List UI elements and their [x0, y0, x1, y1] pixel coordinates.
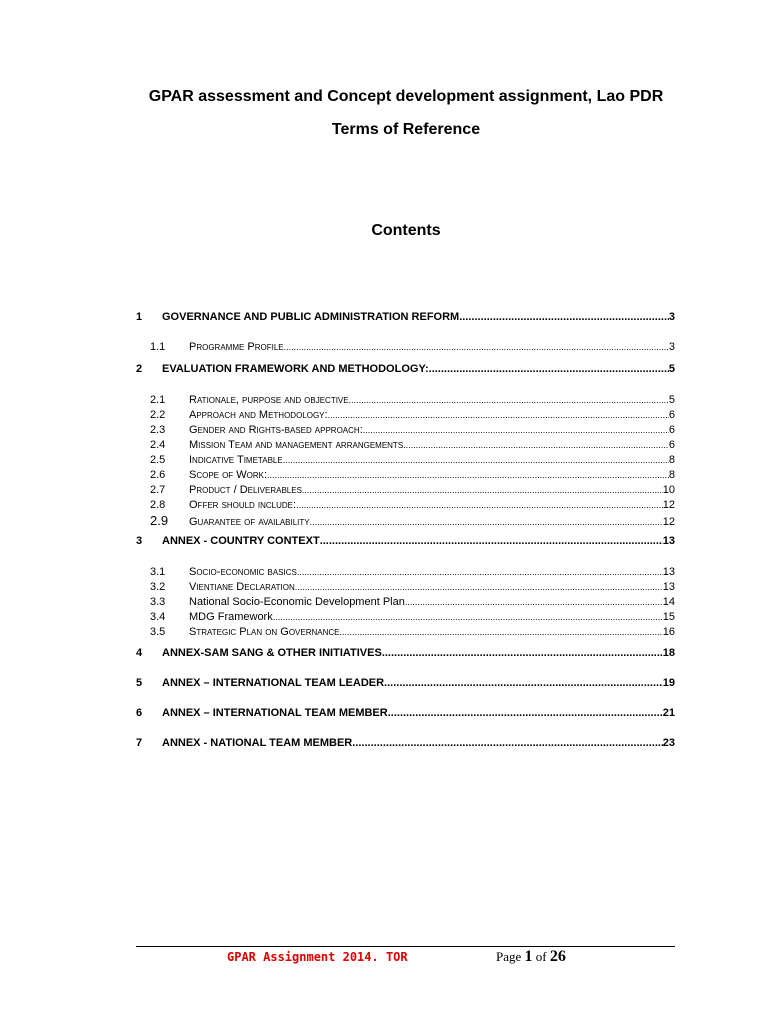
toc-entry[interactable] [136, 535, 675, 551]
toc-page: 6 [668, 409, 675, 421]
toc-page: 10 [662, 484, 675, 496]
toc-label: Programme Profile [189, 341, 284, 353]
toc-label: Socio-economic basics [189, 566, 297, 578]
footer-document-label: GPAR Assignment 2014. TOR [227, 950, 408, 964]
toc-label: Approach and Methodology: [189, 409, 328, 421]
toc-number: 2.6 [150, 469, 166, 481]
current-page: 1 [524, 948, 533, 965]
toc-leader [459, 311, 669, 323]
toc-page: 18 [662, 647, 675, 659]
toc-number: 3.4 [150, 611, 166, 623]
toc-number: 2.5 [150, 454, 166, 466]
of-word: of [535, 949, 547, 964]
toc-number: 2.2 [150, 409, 166, 421]
toc-entry[interactable] [136, 394, 675, 410]
toc-leader [267, 470, 669, 480]
toc-entry[interactable] [136, 677, 675, 693]
toc-label: National Socio-Economic Development Plan [189, 596, 405, 608]
toc-label: Offer should include: [189, 499, 297, 511]
toc-label: MDG Framework [189, 611, 273, 623]
toc-number: 3.1 [150, 566, 166, 578]
page-word: Page [496, 949, 522, 964]
toc-number: 2.3 [150, 424, 166, 436]
toc-entry[interactable] [136, 454, 675, 470]
toc-page: 8 [668, 469, 675, 481]
contents-heading: Contents [371, 222, 441, 239]
footer-page-number [496, 948, 566, 966]
toc-leader [340, 627, 663, 637]
toc-number: 1 [136, 311, 143, 323]
toc-entry[interactable] [136, 424, 675, 440]
toc-number: 3 [136, 535, 143, 547]
toc-number: 2.8 [150, 499, 166, 511]
toc-page: 16 [662, 626, 675, 638]
toc-page: 5 [668, 363, 675, 375]
toc-entry[interactable] [136, 581, 675, 597]
toc-page: 12 [662, 499, 675, 511]
toc-leader [297, 567, 663, 577]
toc-number: 2.4 [150, 439, 166, 451]
document-subtitle: Terms of Reference [331, 121, 481, 138]
toc-number: 2.9 [150, 513, 169, 528]
toc-page: 19 [662, 677, 675, 689]
toc-label: Gender and Rights-based approach: [189, 424, 363, 436]
footer-divider [136, 946, 675, 947]
toc-entry[interactable] [136, 409, 675, 425]
toc-number: 3.2 [150, 581, 166, 593]
toc-number: 3.5 [150, 626, 166, 638]
toc-page: 15 [662, 611, 675, 623]
toc-entry[interactable] [136, 566, 675, 582]
toc-entry[interactable] [136, 707, 675, 723]
toc-number: 2.7 [150, 484, 166, 496]
toc-leader [310, 517, 663, 527]
toc-page: 23 [662, 737, 675, 749]
toc-entry[interactable] [136, 341, 675, 357]
toc-label: Rationale, purpose and objective [189, 394, 349, 406]
toc-label: Vientiane Declaration [189, 581, 295, 593]
toc-leader [388, 707, 663, 719]
toc-label: EVALUATION FRAMEWORK AND METHODOLOGY: [162, 363, 429, 375]
toc-label: ANNEX-SAM SANG & OTHER INITIATIVES [162, 647, 382, 659]
toc-page: 3 [668, 341, 675, 353]
toc-label: Product / Deliverables [189, 484, 302, 496]
toc-label: ANNEX – INTERNATIONAL TEAM MEMBER [162, 707, 388, 719]
toc-page: 14 [662, 596, 675, 608]
toc-entry[interactable] [136, 647, 675, 663]
toc-entry[interactable] [136, 439, 675, 455]
toc-page: 5 [668, 394, 675, 406]
toc-number: 5 [136, 677, 143, 689]
toc-leader [296, 500, 663, 510]
toc-number: 7 [136, 737, 143, 749]
toc-entry[interactable] [136, 311, 675, 327]
toc-leader [295, 582, 663, 592]
toc-label: Strategic Plan on Governance [189, 626, 340, 638]
toc-leader [284, 342, 669, 352]
toc-entry[interactable] [136, 611, 675, 627]
toc-label: Scope of Work: [189, 469, 268, 481]
toc-leader [382, 647, 663, 659]
toc-label: ANNEX – INTERNATIONAL TEAM LEADER [162, 677, 385, 689]
toc-page: 13 [662, 581, 675, 593]
toc-leader [429, 363, 669, 375]
toc-label: Mission Team and management arrangements [189, 439, 404, 451]
toc-entry[interactable] [136, 596, 675, 612]
toc-page: 21 [662, 707, 675, 719]
toc-entry[interactable] [136, 484, 675, 500]
toc-page: 6 [668, 439, 675, 451]
toc-page: 3 [668, 311, 675, 323]
toc-entry[interactable] [136, 737, 675, 753]
toc-label: Indicative Timetable [189, 454, 283, 466]
toc-label: GOVERNANCE AND PUBLIC ADMINISTRATION REFORM [162, 311, 460, 323]
toc-leader [273, 612, 663, 622]
toc-leader [363, 425, 669, 435]
document-title: GPAR assessment and Concept development assignment, Lao PDR [148, 88, 664, 105]
toc-leader [352, 737, 662, 749]
toc-page: 8 [668, 454, 675, 466]
total-pages: 26 [549, 948, 566, 965]
toc-number: 6 [136, 707, 143, 719]
toc-leader [403, 440, 669, 450]
toc-number: 1.1 [150, 341, 166, 353]
toc-label: ANNEX - NATIONAL TEAM MEMBER [162, 737, 353, 749]
toc-page: 6 [668, 424, 675, 436]
toc-label: ANNEX - COUNTRY CONTEXT [162, 535, 320, 547]
toc-leader [349, 395, 669, 405]
toc-number: 3.3 [150, 596, 166, 608]
toc-label: Guarantee of availability [189, 516, 310, 528]
toc-leader [384, 677, 663, 689]
toc-leader [302, 485, 663, 495]
toc-number: 4 [136, 647, 143, 659]
toc-entry[interactable] [136, 469, 675, 485]
toc-entry[interactable] [136, 626, 675, 642]
toc-page: 13 [662, 566, 675, 578]
toc-entry[interactable] [136, 363, 675, 379]
toc-leader [405, 597, 663, 607]
toc-leader [320, 535, 663, 547]
toc-entry[interactable] [136, 513, 675, 529]
toc-number: 2 [136, 363, 143, 375]
toc-number: 2.1 [150, 394, 166, 406]
toc-leader [283, 455, 669, 465]
toc-leader [328, 410, 669, 420]
toc-page: 12 [662, 516, 675, 528]
toc-page: 13 [662, 535, 675, 547]
